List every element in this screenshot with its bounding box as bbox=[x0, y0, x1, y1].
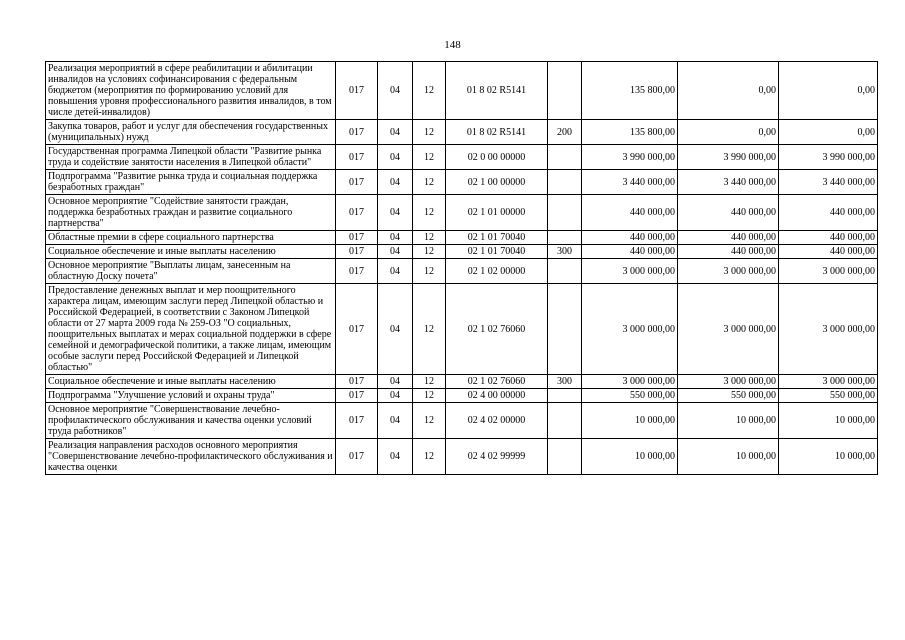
admin-code: 017 bbox=[336, 439, 378, 475]
target-code: 02 1 01 70040 bbox=[446, 245, 548, 259]
amount-year-2: 3 000 000,00 bbox=[678, 284, 779, 375]
amount-year-3: 3 000 000,00 bbox=[779, 259, 878, 284]
expense-type-code bbox=[548, 62, 582, 120]
admin-code: 017 bbox=[336, 231, 378, 245]
table-row bbox=[46, 170, 878, 195]
subsection-code: 12 bbox=[413, 403, 446, 439]
amount-year-2: 440 000,00 bbox=[678, 245, 779, 259]
row-name: Реализация направления расходов основного мероприятия "Совершенствование лечебно-профилактического обслуживания и качества оценки bbox=[46, 439, 336, 475]
target-code: 02 0 00 00000 bbox=[446, 145, 548, 170]
amount-year-1: 10 000,00 bbox=[582, 439, 678, 475]
expense-type-code bbox=[548, 284, 582, 375]
section-code: 04 bbox=[378, 62, 413, 120]
amount-year-3: 3 000 000,00 bbox=[779, 284, 878, 375]
row-name: Подпрограмма "Улучшение условий и охраны труда" bbox=[46, 389, 336, 403]
amount-year-3: 0,00 bbox=[779, 62, 878, 120]
section-code: 04 bbox=[378, 259, 413, 284]
row-name: Закупка товаров, работ и услуг для обеспечения государственных (муниципальных) нужд bbox=[46, 120, 336, 145]
row-name: Основное мероприятие "Выплаты лицам, занесенным на областную Доску почета" bbox=[46, 259, 336, 284]
amount-year-3: 3 000 000,00 bbox=[779, 375, 878, 389]
section-code: 04 bbox=[378, 375, 413, 389]
subsection-code: 12 bbox=[413, 195, 446, 231]
amount-year-3: 440 000,00 bbox=[779, 231, 878, 245]
section-code: 04 bbox=[378, 284, 413, 375]
amount-year-3: 3 440 000,00 bbox=[779, 170, 878, 195]
amount-year-1: 440 000,00 bbox=[582, 231, 678, 245]
subsection-code: 12 bbox=[413, 284, 446, 375]
admin-code: 017 bbox=[336, 62, 378, 120]
subsection-code: 12 bbox=[413, 245, 446, 259]
amount-year-1: 135 800,00 bbox=[582, 120, 678, 145]
amount-year-1: 550 000,00 bbox=[582, 389, 678, 403]
amount-year-2: 440 000,00 bbox=[678, 195, 779, 231]
row-name: Подпрограмма "Развитие рынка труда и социальная поддержка безработных граждан" bbox=[46, 170, 336, 195]
row-name: Областные премии в сфере социального партнерства bbox=[46, 231, 336, 245]
amount-year-3: 3 990 000,00 bbox=[779, 145, 878, 170]
amount-year-3: 10 000,00 bbox=[779, 439, 878, 475]
row-name: Социальное обеспечение и иные выплаты населению bbox=[46, 245, 336, 259]
table-row bbox=[46, 403, 878, 439]
table-row bbox=[46, 375, 878, 389]
admin-code: 017 bbox=[336, 403, 378, 439]
amount-year-2: 440 000,00 bbox=[678, 231, 779, 245]
row-name: Основное мероприятие "Совершенствование лечебно-профилактического обслуживания и качества оценки условий труда работников" bbox=[46, 403, 336, 439]
amount-year-3: 440 000,00 bbox=[779, 195, 878, 231]
table-row bbox=[46, 62, 878, 120]
subsection-code: 12 bbox=[413, 259, 446, 284]
section-code: 04 bbox=[378, 231, 413, 245]
amount-year-2: 550 000,00 bbox=[678, 389, 779, 403]
expense-type-code bbox=[548, 403, 582, 439]
target-code: 02 1 00 00000 bbox=[446, 170, 548, 195]
subsection-code: 12 bbox=[413, 120, 446, 145]
subsection-code: 12 bbox=[413, 439, 446, 475]
section-code: 04 bbox=[378, 120, 413, 145]
expense-type-code bbox=[548, 439, 582, 475]
section-code: 04 bbox=[378, 403, 413, 439]
amount-year-2: 0,00 bbox=[678, 120, 779, 145]
amount-year-3: 550 000,00 bbox=[779, 389, 878, 403]
expense-type-code: 200 bbox=[548, 120, 582, 145]
expense-type-code bbox=[548, 145, 582, 170]
subsection-code: 12 bbox=[413, 62, 446, 120]
amount-year-1: 3 000 000,00 bbox=[582, 284, 678, 375]
target-code: 02 1 01 00000 bbox=[446, 195, 548, 231]
budget-table bbox=[45, 61, 878, 475]
admin-code: 017 bbox=[336, 284, 378, 375]
table-row bbox=[46, 195, 878, 231]
amount-year-2: 3 000 000,00 bbox=[678, 259, 779, 284]
target-code: 01 8 02 R5141 bbox=[446, 62, 548, 120]
section-code: 04 bbox=[378, 389, 413, 403]
amount-year-1: 3 440 000,00 bbox=[582, 170, 678, 195]
amount-year-2: 10 000,00 bbox=[678, 439, 779, 475]
target-code: 02 4 02 99999 bbox=[446, 439, 548, 475]
amount-year-1: 3 000 000,00 bbox=[582, 259, 678, 284]
amount-year-1: 440 000,00 bbox=[582, 245, 678, 259]
amount-year-2: 3 000 000,00 bbox=[678, 375, 779, 389]
admin-code: 017 bbox=[336, 375, 378, 389]
admin-code: 017 bbox=[336, 195, 378, 231]
expense-type-code bbox=[548, 389, 582, 403]
section-code: 04 bbox=[378, 170, 413, 195]
amount-year-3: 10 000,00 bbox=[779, 403, 878, 439]
subsection-code: 12 bbox=[413, 375, 446, 389]
expense-type-code bbox=[548, 170, 582, 195]
row-name: Предоставление денежных выплат и мер поощрительного характера лицам, имеющим заслуги перед Липецкой областью и Российской Федерацией, в соответствии с Законом Липецкой области от 27 марта 2009 года № 259-ОЗ "О социальных, поощрительных выплатах и мерах социальной поддержки в сфере семейной и демографической политики, а также лицам, имеющим особые заслуги перед Российской Федерацией и Липецкой областью" bbox=[46, 284, 336, 375]
section-code: 04 bbox=[378, 145, 413, 170]
expense-type-code bbox=[548, 231, 582, 245]
target-code: 02 4 02 00000 bbox=[446, 403, 548, 439]
admin-code: 017 bbox=[336, 259, 378, 284]
amount-year-2: 3 440 000,00 bbox=[678, 170, 779, 195]
table-row bbox=[46, 231, 878, 245]
amount-year-1: 3 990 000,00 bbox=[582, 145, 678, 170]
amount-year-1: 135 800,00 bbox=[582, 62, 678, 120]
row-name: Основное мероприятие "Содействие занятости граждан, поддержка безработных граждан и развитие социального партнерства" bbox=[46, 195, 336, 231]
admin-code: 017 bbox=[336, 120, 378, 145]
section-code: 04 bbox=[378, 245, 413, 259]
target-code: 02 1 02 76060 bbox=[446, 284, 548, 375]
subsection-code: 12 bbox=[413, 389, 446, 403]
table-row bbox=[46, 259, 878, 284]
admin-code: 017 bbox=[336, 389, 378, 403]
target-code: 01 8 02 R5141 bbox=[446, 120, 548, 145]
row-name: Социальное обеспечение и иные выплаты населению bbox=[46, 375, 336, 389]
table-row bbox=[46, 389, 878, 403]
table-row bbox=[46, 245, 878, 259]
table-row bbox=[46, 439, 878, 475]
subsection-code: 12 bbox=[413, 170, 446, 195]
subsection-code: 12 bbox=[413, 145, 446, 170]
table-row bbox=[46, 284, 878, 375]
target-code: 02 4 00 00000 bbox=[446, 389, 548, 403]
expense-type-code: 300 bbox=[548, 245, 582, 259]
row-name: Государственная программа Липецкой области "Развитие рынка труда и содействие занятости населения в Липецкой области" bbox=[46, 145, 336, 170]
row-name: Реализация мероприятий в сфере реабилитации и абилитации инвалидов на условиях софинансирования с федеральным бюджетом (мероприятия по формированию условий для повышения уровня профессионального развития инвалидов, в том числе детей-инвалидов) bbox=[46, 62, 336, 120]
target-code: 02 1 02 76060 bbox=[446, 375, 548, 389]
admin-code: 017 bbox=[336, 145, 378, 170]
target-code: 02 1 01 70040 bbox=[446, 231, 548, 245]
subsection-code: 12 bbox=[413, 231, 446, 245]
target-code: 02 1 02 00000 bbox=[446, 259, 548, 284]
admin-code: 017 bbox=[336, 245, 378, 259]
amount-year-3: 0,00 bbox=[779, 120, 878, 145]
amount-year-1: 10 000,00 bbox=[582, 403, 678, 439]
section-code: 04 bbox=[378, 195, 413, 231]
amount-year-1: 3 000 000,00 bbox=[582, 375, 678, 389]
page-number: 148 bbox=[444, 39, 461, 51]
amount-year-3: 440 000,00 bbox=[779, 245, 878, 259]
amount-year-2: 10 000,00 bbox=[678, 403, 779, 439]
expense-type-code bbox=[548, 195, 582, 231]
amount-year-1: 440 000,00 bbox=[582, 195, 678, 231]
section-code: 04 bbox=[378, 439, 413, 475]
amount-year-2: 0,00 bbox=[678, 62, 779, 120]
table-row bbox=[46, 145, 878, 170]
admin-code: 017 bbox=[336, 170, 378, 195]
expense-type-code: 300 bbox=[548, 375, 582, 389]
amount-year-2: 3 990 000,00 bbox=[678, 145, 779, 170]
expense-type-code bbox=[548, 259, 582, 284]
table-row bbox=[46, 120, 878, 145]
